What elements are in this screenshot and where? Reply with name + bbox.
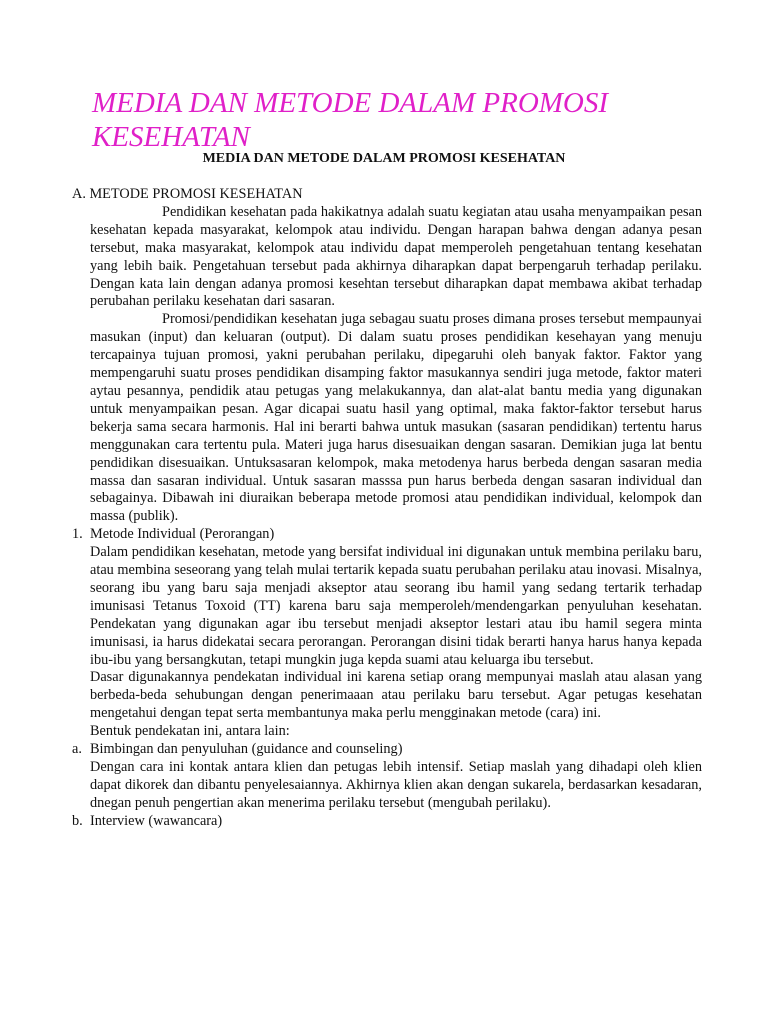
item-1-body — [72, 544, 702, 741]
document-body — [72, 186, 702, 831]
item-a-title: Bimbingan dan penyuluhan (guidance and counseling) — [90, 741, 403, 758]
item-a-paragraph: Dengan cara ini kontak antara klien dan petugas lebih intensif. Setiap maslah yang dihadapi oleh klien dapat dikorek dan dibantu penyelesaiannya. Akhirnya klien akan dengan sukarela, berdasarkan kesadaran, dnegan penuh pengertian akan menerima perilaku tersebut (mengubah perilaku). — [90, 759, 702, 811]
item-1-paragraph-2: Dasar digunakannya pendekatan individual ini karena setiap orang mempunyai maslah atau alasan yang berbeda-beda sehubungan dengan penerimaaan atau perilaku baru tersebut. Agar petugas kesehatan mengetahui dengan tepat serta membantunya maka perlu mengginakan metode (cara) ini. — [90, 669, 702, 722]
subtitle: MEDIA DAN METODE DALAM PROMOSI KESEHATAN — [202, 151, 566, 166]
item-1-title: Metode Individual (Perorangan) — [90, 526, 275, 543]
item-1-paragraph-3: Bentuk pendekatan ini, antara lain: — [90, 723, 290, 740]
item-a-body — [72, 759, 702, 813]
item-1-paragraph-1: Dalam pendidikan kesehatan, metode yang bersifat individual ini digunakan untuk membina perilaku baru, atau membina seseorang yang telah mulai tertarik kepada suatu perubahan perilaku atau inovasi. Misalnya, seorang ibu yang baru saja menjadi akseptor atau seorang ibu hamil yang sedang tertarik terhadap imunisasi Tetanus Toxoid (TT) karena baru saja memperoleh/mendengarkan penyuluhan kesehatan. Pendekatan yang digunakan agar ibu tersebut menjadi akseptor lestari atau ibu hamil segera minta imunisasi, ia harus didekatai secara perorangan. Perorangan disini tidak berarti hanya harus hanya kepada ibu-ibu yang bersangkutan, tetapi mungkin juga kepda suami atau keluarga ibu tersebut. — [90, 544, 702, 668]
item-a-number: a. — [72, 741, 82, 758]
item-1-number: 1. — [72, 526, 83, 543]
item-b-heading — [72, 813, 702, 831]
section-a-paragraph-2: Promosi/pendidikan kesehatan juga sebagau suatu proses dimana proses tersebut mempaunyai masukan (input) dan keluaran (output). Di dalam suatu proses pendidikan kesehayan yang menuju tercapainya tujuan promosi, yakni perubahan perilaku, dipegaruhi oleh banyak faktor. Faktor yang mempengaruhi suatu proses pendidikan disamping faktor masukannya sendiri juga metode, faktor materi aytau pesannya, pendidik atau petugas yang melakukannya, dan alat-alat bantu media yang digunakan untuk menyampaikan pesan. Agar dicapai suatu hasil yang optimal, maka faktor-faktor tersebut harus bekerja sama secara harmonis. Hal ini berarti bahwa untuk masukan (sasaran pendidikan) tertentu harus menggunakan cara tertentu pula. Materi juga harus disesuaikan dengan sasaran. Demikian juga lat bentu pendidikan disesuaikan. Untuksasaran kelompok, maka metodenya harus berbeda dengan sasaran media massa dan sasaran individual. Untuk sasaran masssa pun harus berbeda dengan sasaran individual dan sebagainya. Dibawah ini diuraikan beberapa metode promosi atau pendidikan individual, kelompok dan massa (publik). — [90, 311, 702, 525]
item-b-title: Interview (wawancara) — [90, 812, 223, 829]
item-1-heading — [72, 526, 702, 544]
item-a-heading — [72, 741, 702, 759]
item-b-number: b. — [72, 812, 83, 829]
page-title: MEDIA DAN METODE DALAM PROMOSI KESEHATAN — [92, 87, 609, 153]
section-a-paragraph-1: Pendidikan kesehatan pada hakikatnya adalah suatu kegiatan atau usaha menyampaikan pesan kesehatan kepada masyarakat, kelompok atau individu. Dengan harapan bahwa dengan adanya pesan tersebut, maka masyarakat, kelompok atau individu dapat memperoleh pengetahuan tentang kesehatan yang lebih baik. Pengetahuan tersebut pada akhirnya diharapkan dapat berpengaruh terhadap perilaku. Dengan kata lain dengan adanya promosi kesehtan tersebut diharapkan dapat membawa akibat terhadap perubahan perilaku kesehatan dari sasaran. — [90, 203, 702, 310]
section-a-heading: A. METODE PROMOSI KESEHATAN — [72, 186, 303, 202]
